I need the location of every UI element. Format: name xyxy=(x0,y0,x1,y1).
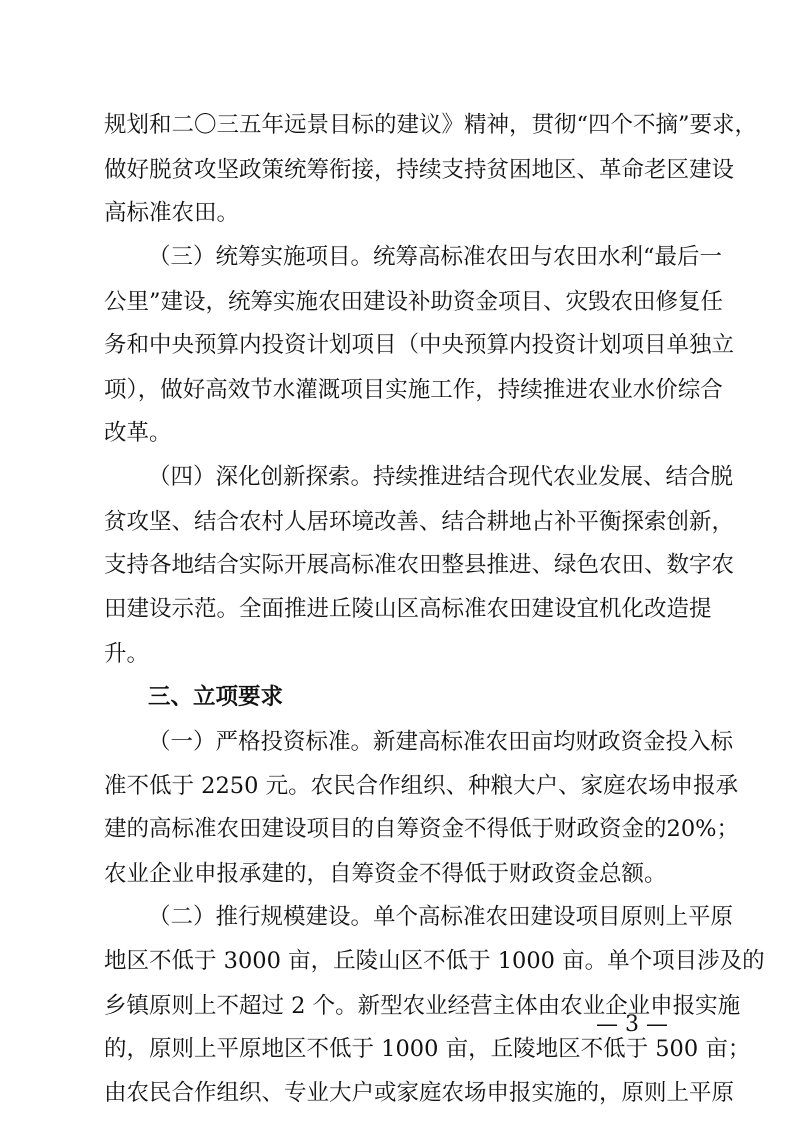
body-text-line: 建的高标准农田建设项目的自筹资金不得低于财政资金的20%； xyxy=(104,816,740,842)
body-text-line: 地区不低于 3000 亩，丘陵山区不低于 1000 亩。单个项目涉及的 xyxy=(104,948,765,974)
section-paragraph-start: （四）深化创新探索。持续推进结合现代农业发展、结合脱 xyxy=(148,464,734,490)
body-text-line: 乡镇原则上不超过 2 个。新型农业经营主体由农业企业申报实施 xyxy=(104,993,741,1019)
body-text-line: 规划和二〇三五年远景目标的建议》精神，贯彻“四个不摘”要求， xyxy=(104,112,758,138)
section-paragraph-start: （三）统筹实施项目。统筹高标准农田与农田水利“最后一 xyxy=(148,244,723,270)
body-text-line: 准不低于 2250 元。农民合作组织、种粮大户、家庭农场申报承 xyxy=(104,773,739,799)
section-paragraph-start: （二）推行规模建设。单个高标准农田建设项目原则上平原 xyxy=(148,904,734,930)
section-paragraph-start: （一）严格投资标准。新建高标准农田亩均财政资金投入标 xyxy=(148,729,734,755)
body-text-line: 项），做好高效节水灌溉项目实施工作，持续推进农业水价综合 xyxy=(104,377,723,403)
body-text-line: 的，原则上平原地区不低于 1000 亩，丘陵地区不低于 500 亩； xyxy=(104,1036,751,1062)
body-text-line: 农业企业申报承建的，自筹资金不得低于财政资金总额。 xyxy=(104,861,667,887)
body-text-line: 支持各地结合实际开展高标准农田整县推进、绿色农田、数字农 xyxy=(104,552,735,578)
body-text-line: 做好脱贫攻坚政策统筹衔接，持续支持贫困地区、革命老区建设 xyxy=(104,157,735,183)
body-text-line: 田建设示范。全面推进丘陵山区高标准农田建设宜机化改造提 xyxy=(104,596,712,622)
body-text-line: 高标准农田。 xyxy=(104,200,240,226)
body-text-line: 公里”建设，统筹实施农田建设补助资金项目、灾毁农田修复任 xyxy=(104,289,724,315)
body-text-line: 升。 xyxy=(104,641,150,667)
body-text-line: 由农民合作组织、专业大户或家庭农场申报实施的，原则上平原 xyxy=(104,1080,735,1106)
body-text-line: 务和中央预算内投资计划项目（中央预算内投资计划项目单独立 xyxy=(104,332,735,358)
page-number: — 3 — xyxy=(596,1012,668,1037)
section-heading: 三、立项要求 xyxy=(148,684,284,710)
body-text-line: 贫攻坚、结合农村人居环境改善、结合耕地占补平衡探索创新， xyxy=(104,509,735,535)
body-text-line: 改革。 xyxy=(104,420,172,446)
